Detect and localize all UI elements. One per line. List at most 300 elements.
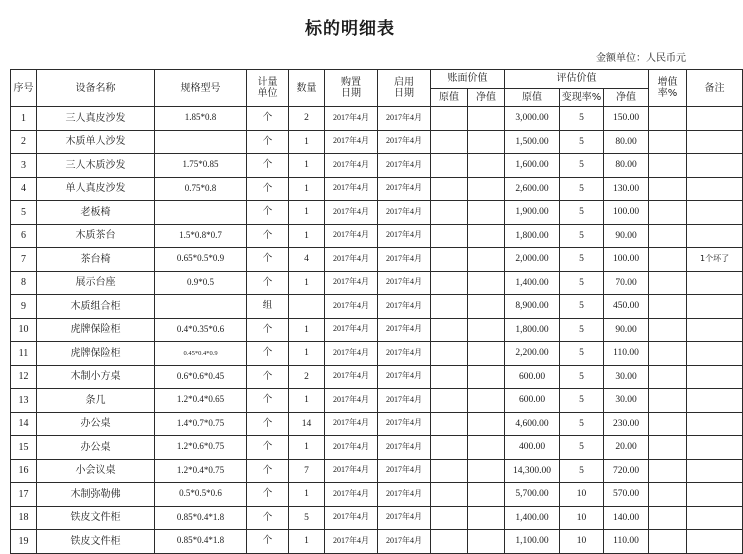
cell-added-rate xyxy=(649,154,687,178)
cell-start-date: 2017年4月 xyxy=(378,506,431,530)
cell-measure-unit: 个 xyxy=(247,224,289,248)
cell-quantity: 1 xyxy=(289,530,325,554)
cell-assess-original: 3,000.00 xyxy=(505,107,560,131)
cell-spec-model: 0.75*0.8 xyxy=(155,177,247,201)
cell-added-rate xyxy=(649,459,687,483)
cell-remark xyxy=(687,459,743,483)
cell-equipment-name: 老板椅 xyxy=(37,201,155,225)
cell-assess-original: 1,600.00 xyxy=(505,154,560,178)
cell-measure-unit: 个 xyxy=(247,271,289,295)
cell-purchase-date: 2017年4月 xyxy=(325,248,378,272)
cell-spec-model: 0.4*0.35*0.6 xyxy=(155,318,247,342)
cell-added-rate xyxy=(649,107,687,131)
cell-quantity: 1 xyxy=(289,483,325,507)
cell-spec-model xyxy=(155,201,247,225)
cell-assess-net: 30.00 xyxy=(604,389,649,413)
cell-assess-original: 5,700.00 xyxy=(505,483,560,507)
cell-assess-original: 1,500.00 xyxy=(505,130,560,154)
cell-start-date: 2017年4月 xyxy=(378,224,431,248)
cell-assess-original: 1,400.00 xyxy=(505,271,560,295)
cell-remark xyxy=(687,107,743,131)
cell-quantity: 14 xyxy=(289,412,325,436)
amount-unit-note: 金额单位：人民币元 xyxy=(596,53,686,64)
cell-purchase-date: 2017年4月 xyxy=(325,224,378,248)
cell-book-original xyxy=(431,318,468,342)
cell-purchase-date: 2017年4月 xyxy=(325,412,378,436)
cell-remark: 1个坏了 xyxy=(687,248,743,272)
cell-measure-unit: 个 xyxy=(247,318,289,342)
cell-book-net xyxy=(468,389,505,413)
cell-assess-rate: 5 xyxy=(560,107,604,131)
table-row xyxy=(11,483,743,507)
cell-remark xyxy=(687,365,743,389)
cell-equipment-name: 虎牌保险柜 xyxy=(37,318,155,342)
cell-equipment-name: 木制小方桌 xyxy=(37,365,155,389)
cell-assess-rate: 5 xyxy=(560,436,604,460)
cell-book-net xyxy=(468,177,505,201)
cell-added-rate xyxy=(649,201,687,225)
cell-index: 12 xyxy=(11,365,37,389)
cell-remark xyxy=(687,389,743,413)
cell-measure-unit: 个 xyxy=(247,483,289,507)
cell-assess-rate: 5 xyxy=(560,318,604,342)
purchase-date-line-1: 购置 xyxy=(341,77,361,88)
table-row xyxy=(11,530,743,554)
cell-assess-rate: 5 xyxy=(560,154,604,178)
cell-book-net xyxy=(468,154,505,178)
cell-spec-model: 1.2*0.6*0.75 xyxy=(155,436,247,460)
cell-assess-original: 1,800.00 xyxy=(505,224,560,248)
cell-measure-unit: 组 xyxy=(247,295,289,319)
cell-assess-original: 2,600.00 xyxy=(505,177,560,201)
cell-quantity: 1 xyxy=(289,154,325,178)
cell-assess-net: 20.00 xyxy=(604,436,649,460)
cell-book-net xyxy=(468,412,505,436)
cell-book-original xyxy=(431,107,468,131)
added-rate-line-2: 率% xyxy=(657,88,678,99)
table-row xyxy=(11,436,743,460)
cell-spec-model: 0.5*0.5*0.6 xyxy=(155,483,247,507)
cell-measure-unit: 个 xyxy=(247,412,289,436)
cell-equipment-name: 办公桌 xyxy=(37,412,155,436)
cell-spec-model: 1.85*0.8 xyxy=(155,107,247,131)
cell-book-original xyxy=(431,459,468,483)
cell-start-date: 2017年4月 xyxy=(378,436,431,460)
cell-added-rate xyxy=(649,506,687,530)
cell-measure-unit: 个 xyxy=(247,389,289,413)
cell-assess-original: 2,200.00 xyxy=(505,342,560,366)
cell-quantity: 1 xyxy=(289,342,325,366)
cell-assess-net: 70.00 xyxy=(604,271,649,295)
cell-added-rate xyxy=(649,483,687,507)
cell-spec-model: 0.9*0.5 xyxy=(155,271,247,295)
table-row xyxy=(11,365,743,389)
cell-spec-model: 1.75*0.85 xyxy=(155,154,247,178)
cell-measure-unit: 个 xyxy=(247,459,289,483)
cell-assess-original: 1,800.00 xyxy=(505,318,560,342)
cell-remark xyxy=(687,506,743,530)
asset-detail-table xyxy=(10,69,743,554)
cell-measure-unit: 个 xyxy=(247,365,289,389)
cell-added-rate xyxy=(649,271,687,295)
table-row xyxy=(11,318,743,342)
purchase-date-line-2: 日期 xyxy=(341,88,361,99)
cell-purchase-date: 2017年4月 xyxy=(325,436,378,460)
cell-assess-net: 90.00 xyxy=(604,318,649,342)
cell-start-date: 2017年4月 xyxy=(378,201,431,225)
cell-assess-net: 90.00 xyxy=(604,224,649,248)
cell-assess-rate: 5 xyxy=(560,130,604,154)
cell-remark xyxy=(687,342,743,366)
cell-start-date: 2017年4月 xyxy=(378,412,431,436)
column-header-index: 序号 xyxy=(11,70,37,107)
cell-assess-net: 80.00 xyxy=(604,130,649,154)
cell-index: 17 xyxy=(11,483,37,507)
cell-quantity: 7 xyxy=(289,459,325,483)
table-row xyxy=(11,154,743,178)
cell-assess-rate: 10 xyxy=(560,483,604,507)
cell-added-rate xyxy=(649,318,687,342)
column-header-assess-net: 净值 xyxy=(604,88,649,107)
cell-start-date: 2017年4月 xyxy=(378,342,431,366)
cell-assess-net: 80.00 xyxy=(604,154,649,178)
cell-assess-original: 1,100.00 xyxy=(505,530,560,554)
cell-spec-model: 0.6*0.6*0.45 xyxy=(155,365,247,389)
table-row xyxy=(11,271,743,295)
cell-index: 11 xyxy=(11,342,37,366)
cell-index: 19 xyxy=(11,530,37,554)
cell-purchase-date: 2017年4月 xyxy=(325,295,378,319)
cell-index: 18 xyxy=(11,506,37,530)
cell-purchase-date: 2017年4月 xyxy=(325,271,378,295)
start-date-line-1: 启用 xyxy=(394,77,414,88)
cell-start-date: 2017年4月 xyxy=(378,459,431,483)
cell-assess-rate: 5 xyxy=(560,201,604,225)
table-body xyxy=(11,107,743,554)
cell-index: 16 xyxy=(11,459,37,483)
cell-book-net xyxy=(468,506,505,530)
cell-assess-net: 450.00 xyxy=(604,295,649,319)
cell-quantity: 4 xyxy=(289,248,325,272)
cell-book-net xyxy=(468,483,505,507)
cell-spec-model xyxy=(155,295,247,319)
measure-unit-line-1: 计量 xyxy=(257,77,278,88)
cell-purchase-date: 2017年4月 xyxy=(325,530,378,554)
cell-remark xyxy=(687,295,743,319)
cell-assess-rate: 5 xyxy=(560,271,604,295)
cell-index: 1 xyxy=(11,107,37,131)
cell-measure-unit: 个 xyxy=(247,130,289,154)
cell-assess-rate: 5 xyxy=(560,248,604,272)
cell-added-rate xyxy=(649,130,687,154)
cell-purchase-date: 2017年4月 xyxy=(325,177,378,201)
cell-quantity: 1 xyxy=(289,224,325,248)
cell-assess-rate: 5 xyxy=(560,342,604,366)
cell-book-original xyxy=(431,201,468,225)
cell-equipment-name: 三人木质沙发 xyxy=(37,154,155,178)
cell-purchase-date: 2017年4月 xyxy=(325,201,378,225)
table-row xyxy=(11,107,743,131)
cell-equipment-name: 茶台椅 xyxy=(37,248,155,272)
cell-book-net xyxy=(468,365,505,389)
cell-book-net xyxy=(468,318,505,342)
cell-index: 3 xyxy=(11,154,37,178)
cell-book-original xyxy=(431,365,468,389)
column-header-assess-rate: 变现率% xyxy=(560,88,604,107)
cell-remark xyxy=(687,224,743,248)
cell-book-original xyxy=(431,506,468,530)
column-header-purchase-date xyxy=(325,70,378,107)
cell-book-original xyxy=(431,248,468,272)
cell-spec-model xyxy=(155,130,247,154)
cell-assess-original: 2,000.00 xyxy=(505,248,560,272)
cell-equipment-name: 木质组合柜 xyxy=(37,295,155,319)
cell-index: 10 xyxy=(11,318,37,342)
cell-start-date: 2017年4月 xyxy=(378,530,431,554)
cell-assess-net: 100.00 xyxy=(604,248,649,272)
cell-equipment-name: 铁皮文件柜 xyxy=(37,530,155,554)
cell-spec-model: 1.2*0.4*0.65 xyxy=(155,389,247,413)
cell-added-rate xyxy=(649,342,687,366)
cell-book-original xyxy=(431,530,468,554)
cell-remark xyxy=(687,530,743,554)
cell-index: 2 xyxy=(11,130,37,154)
cell-measure-unit: 个 xyxy=(247,530,289,554)
cell-index: 13 xyxy=(11,389,37,413)
cell-added-rate xyxy=(649,248,687,272)
column-header-assess-original: 原值 xyxy=(505,88,560,107)
cell-measure-unit: 个 xyxy=(247,342,289,366)
cell-start-date: 2017年4月 xyxy=(378,130,431,154)
cell-remark xyxy=(687,436,743,460)
cell-assess-net: 230.00 xyxy=(604,412,649,436)
cell-assess-rate: 5 xyxy=(560,459,604,483)
cell-assess-net: 30.00 xyxy=(604,365,649,389)
cell-quantity: 1 xyxy=(289,271,325,295)
cell-added-rate xyxy=(649,412,687,436)
cell-measure-unit: 个 xyxy=(247,154,289,178)
cell-spec-model: 1.2*0.4*0.75 xyxy=(155,459,247,483)
cell-assess-original: 1,400.00 xyxy=(505,506,560,530)
cell-assess-original: 8,900.00 xyxy=(505,295,560,319)
cell-assess-net: 140.00 xyxy=(604,506,649,530)
cell-spec-model: 0.85*0.4*1.8 xyxy=(155,530,247,554)
cell-assess-original: 600.00 xyxy=(505,389,560,413)
cell-quantity: 1 xyxy=(289,389,325,413)
cell-quantity: 5 xyxy=(289,506,325,530)
cell-index: 6 xyxy=(11,224,37,248)
cell-purchase-date: 2017年4月 xyxy=(325,483,378,507)
cell-spec-model: 0.65*0.5*0.9 xyxy=(155,248,247,272)
cell-added-rate xyxy=(649,177,687,201)
cell-assess-original: 14,300.00 xyxy=(505,459,560,483)
cell-assess-net: 150.00 xyxy=(604,107,649,131)
column-header-book-value-group: 账面价值 xyxy=(431,70,505,89)
cell-assess-rate: 10 xyxy=(560,506,604,530)
cell-book-net xyxy=(468,201,505,225)
column-header-measure-unit xyxy=(247,70,289,107)
cell-equipment-name: 虎牌保险柜 xyxy=(37,342,155,366)
cell-added-rate xyxy=(649,295,687,319)
column-header-added-rate xyxy=(649,70,687,107)
table-row xyxy=(11,342,743,366)
cell-quantity: 1 xyxy=(289,436,325,460)
cell-book-original xyxy=(431,342,468,366)
cell-book-net xyxy=(468,436,505,460)
table-row xyxy=(11,459,743,483)
cell-book-original xyxy=(431,130,468,154)
cell-assess-rate: 5 xyxy=(560,295,604,319)
column-header-quantity: 数量 xyxy=(289,70,325,107)
cell-assess-rate: 5 xyxy=(560,389,604,413)
cell-measure-unit: 个 xyxy=(247,436,289,460)
column-header-assess-value-group: 评估价值 xyxy=(505,70,649,89)
cell-start-date: 2017年4月 xyxy=(378,389,431,413)
table-row xyxy=(11,130,743,154)
table-row xyxy=(11,201,743,225)
cell-assess-net: 100.00 xyxy=(604,201,649,225)
cell-start-date: 2017年4月 xyxy=(378,271,431,295)
cell-assess-rate: 10 xyxy=(560,530,604,554)
cell-measure-unit: 个 xyxy=(247,107,289,131)
cell-book-net xyxy=(468,459,505,483)
page-title: 标的明细表 xyxy=(305,19,395,39)
table-row xyxy=(11,412,743,436)
table-header xyxy=(11,70,743,107)
cell-equipment-name: 条几 xyxy=(37,389,155,413)
cell-index: 9 xyxy=(11,295,37,319)
cell-book-original xyxy=(431,224,468,248)
cell-book-original xyxy=(431,483,468,507)
cell-start-date: 2017年4月 xyxy=(378,483,431,507)
cell-book-net xyxy=(468,224,505,248)
cell-purchase-date: 2017年4月 xyxy=(325,342,378,366)
cell-spec-model: 1.5*0.8*0.7 xyxy=(155,224,247,248)
column-header-spec-model: 规格型号 xyxy=(155,70,247,107)
column-header-remark: 备注 xyxy=(687,70,743,107)
cell-book-net xyxy=(468,107,505,131)
cell-remark xyxy=(687,271,743,295)
cell-book-original xyxy=(431,412,468,436)
cell-added-rate xyxy=(649,436,687,460)
cell-quantity: 1 xyxy=(289,201,325,225)
cell-measure-unit: 个 xyxy=(247,248,289,272)
cell-spec-model: 0.85*0.4*1.8 xyxy=(155,506,247,530)
table-row xyxy=(11,177,743,201)
cell-added-rate xyxy=(649,365,687,389)
cell-index: 7 xyxy=(11,248,37,272)
cell-assess-net: 110.00 xyxy=(604,530,649,554)
cell-added-rate xyxy=(649,530,687,554)
cell-assess-original: 600.00 xyxy=(505,365,560,389)
cell-quantity: 1 xyxy=(289,318,325,342)
cell-start-date: 2017年4月 xyxy=(378,248,431,272)
cell-book-net xyxy=(468,295,505,319)
cell-quantity: 2 xyxy=(289,107,325,131)
table-row xyxy=(11,389,743,413)
cell-assess-original: 4,600.00 xyxy=(505,412,560,436)
cell-remark xyxy=(687,201,743,225)
start-date-line-2: 日期 xyxy=(394,88,414,99)
table-row xyxy=(11,506,743,530)
column-header-book-original: 原值 xyxy=(431,88,468,107)
cell-book-original xyxy=(431,436,468,460)
cell-equipment-name: 小会议桌 xyxy=(37,459,155,483)
cell-purchase-date: 2017年4月 xyxy=(325,506,378,530)
cell-start-date: 2017年4月 xyxy=(378,318,431,342)
cell-book-original xyxy=(431,295,468,319)
table-row xyxy=(11,224,743,248)
cell-purchase-date: 2017年4月 xyxy=(325,130,378,154)
cell-quantity: 1 xyxy=(289,130,325,154)
cell-purchase-date: 2017年4月 xyxy=(325,389,378,413)
cell-start-date: 2017年4月 xyxy=(378,295,431,319)
cell-start-date: 2017年4月 xyxy=(378,154,431,178)
cell-equipment-name: 三人真皮沙发 xyxy=(37,107,155,131)
cell-book-net xyxy=(468,248,505,272)
cell-start-date: 2017年4月 xyxy=(378,177,431,201)
cell-remark xyxy=(687,412,743,436)
cell-equipment-name: 铁皮文件柜 xyxy=(37,506,155,530)
cell-purchase-date: 2017年4月 xyxy=(325,318,378,342)
cell-book-original xyxy=(431,389,468,413)
column-header-equipment-name: 设备名称 xyxy=(37,70,155,107)
column-header-book-net: 净值 xyxy=(468,88,505,107)
cell-book-original xyxy=(431,177,468,201)
cell-equipment-name: 木制弥勒佛 xyxy=(37,483,155,507)
cell-remark xyxy=(687,130,743,154)
cell-assess-rate: 5 xyxy=(560,177,604,201)
cell-assess-original: 400.00 xyxy=(505,436,560,460)
cell-start-date: 2017年4月 xyxy=(378,107,431,131)
cell-added-rate xyxy=(649,224,687,248)
cell-assess-original: 1,900.00 xyxy=(505,201,560,225)
cell-remark xyxy=(687,318,743,342)
cell-index: 5 xyxy=(11,201,37,225)
cell-assess-net: 570.00 xyxy=(604,483,649,507)
cell-spec-model: 0.45*0.4*0.9 xyxy=(155,342,247,366)
document-page xyxy=(0,14,730,547)
cell-index: 4 xyxy=(11,177,37,201)
cell-purchase-date: 2017年4月 xyxy=(325,365,378,389)
cell-start-date: 2017年4月 xyxy=(378,365,431,389)
cell-book-net xyxy=(468,130,505,154)
cell-remark xyxy=(687,177,743,201)
cell-book-original xyxy=(431,154,468,178)
cell-book-net xyxy=(468,271,505,295)
cell-index: 8 xyxy=(11,271,37,295)
cell-quantity xyxy=(289,295,325,319)
cell-quantity: 1 xyxy=(289,177,325,201)
cell-added-rate xyxy=(649,389,687,413)
table-row xyxy=(11,248,743,272)
cell-measure-unit: 个 xyxy=(247,506,289,530)
cell-assess-net: 720.00 xyxy=(604,459,649,483)
cell-quantity: 2 xyxy=(289,365,325,389)
cell-measure-unit: 个 xyxy=(247,177,289,201)
measure-unit-line-2: 单位 xyxy=(257,88,278,99)
cell-purchase-date: 2017年4月 xyxy=(325,459,378,483)
cell-spec-model: 1.4*0.7*0.75 xyxy=(155,412,247,436)
column-header-start-date xyxy=(378,70,431,107)
cell-purchase-date: 2017年4月 xyxy=(325,154,378,178)
cell-equipment-name: 木质单人沙发 xyxy=(37,130,155,154)
cell-equipment-name: 单人真皮沙发 xyxy=(37,177,155,201)
cell-purchase-date: 2017年4月 xyxy=(325,107,378,131)
cell-index: 15 xyxy=(11,436,37,460)
cell-measure-unit: 个 xyxy=(247,201,289,225)
cell-equipment-name: 展示台座 xyxy=(37,271,155,295)
